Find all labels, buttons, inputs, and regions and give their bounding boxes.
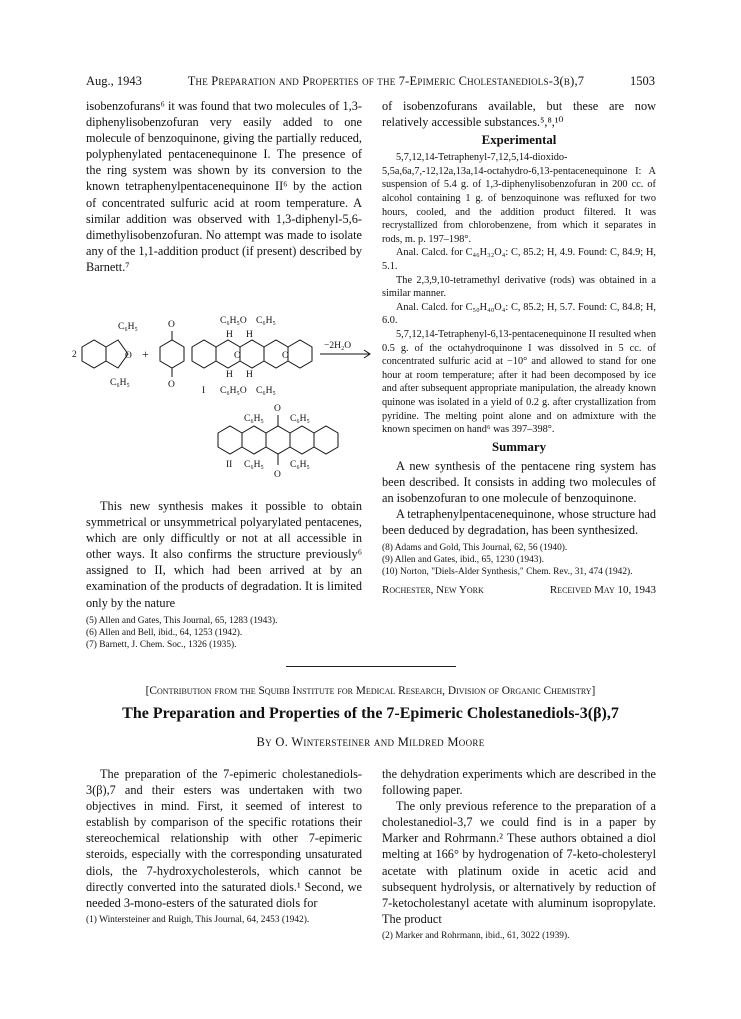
scheme-o-4: O — [234, 351, 241, 361]
footnote-2: (2) Marker and Rohrmann, ibid., 61, 3022 (1939). — [382, 930, 570, 941]
scheme-plus: + — [142, 347, 149, 361]
scheme-ph-5: C₆H₅ — [244, 414, 264, 424]
scheme-ph-8: C₆H₅ — [290, 460, 310, 470]
scheme-ph-6: C₆H₅ — [290, 414, 310, 424]
scheme-o-7: O — [274, 470, 281, 480]
article-left-column — [86, 766, 362, 926]
scheme-o-1: O — [125, 351, 132, 361]
header-title: The Preparation and Properties of the 7-Epimeric Cholestanediols-3(β),7 — [187, 74, 585, 88]
footnote-9: (9) Allen and Gates, ibid., 65, 1230 (1943). — [382, 555, 544, 566]
body-paragraph: The preparation of the 7-epimeric cholestanediols-3(β),7 and their esters was undertaken with two objectives in mind. First, it seemed of interest to establish by comparison of the specific rotations their stereochemical relationship with other 7-epimeric steroids, especially with the corresponding unsaturated diols, the 7-hydroxycholesterols, which cannot be directly converted into the saturated diols.¹ Second, we needed 3-mono-esters of the saturated diols for — [86, 767, 362, 910]
scheme-ph-3: C₆H₅ — [256, 316, 276, 326]
body-paragraph: the dehydration experiments which are described in the following paper. — [382, 767, 656, 798]
received-date: Received May 10, 1943 — [549, 584, 656, 597]
summary-paragraph: A new synthesis of the pentacene ring system has been described. It consists in adding two molecules of an isobenzofuran to one molecule of benzoquinone. — [382, 458, 656, 506]
reaction-scheme — [70, 305, 388, 489]
footnote-5: (5) Allen and Gates, This Journal, 65, 1283 (1943). — [86, 615, 278, 626]
scheme-label-I: I — [202, 386, 206, 396]
experimental-heading: Experimental — [481, 133, 557, 148]
summary-heading: Summary — [491, 439, 547, 454]
scheme-coefficient: 2 — [72, 350, 77, 360]
analysis-line: Anal. Calcd. for C₄₆H₃₂O₄: C, 85.2; H, 4.9. Found: C, 84.9; H, 5.1. — [382, 247, 656, 273]
header-page-number: 1503 — [630, 74, 655, 88]
scheme-arrow-label: −2H₂O — [324, 341, 352, 351]
footnote-8: (8) Adams and Gold, This Journal, 62, 56 (1940). — [382, 543, 568, 554]
scheme-ph-1: C₆H₅ — [118, 322, 138, 332]
contribution-line: [Contribution from the Squibb Institute for Medical Research, Division of Organic Chemistry] — [145, 685, 596, 697]
running-head — [86, 74, 655, 89]
product-I-structure — [192, 340, 312, 368]
body-paragraph: of isobenzofurans available, but these are now relatively accessible substances.⁵,⁸,¹⁰ — [382, 99, 656, 130]
scheme-ph-2: C₆H₅ — [110, 378, 130, 388]
scheme-h-2: H — [246, 330, 253, 340]
section-divider — [286, 666, 456, 667]
scheme-h-4: H — [246, 370, 253, 380]
left-column-bottom — [86, 498, 362, 651]
footnote-7: (7) Barnett, J. Chem. Soc., 1326 (1935). — [86, 639, 237, 650]
footnote-1: (1) Wintersteiner and Ruigh, This Journal, 64, 2453 (1942). — [86, 914, 310, 925]
experimental-paragraph: 5,7,12,14-Tetraphenyl-6,13-pentacenequinone II resulted when 0.5 g. of the octahydroquinone I was dissolved in 5 cc. of concentrated sulfuric acid at −10° and allowed to stand for one hour at room temperature; after it had been decomposed by ice and after subsequent appropriate manipulation, the already known quinone was isolated in a yield of 0.2 g. after crystallization from pyridine. The melting point alone and on admixture with the known specimen on hand⁶ was 397–398°. — [382, 329, 656, 436]
footnote-6: (6) Allen and Bell, ibid., 64, 1253 (1942). — [86, 627, 243, 638]
body-paragraph: isobenzofurans⁶ it was found that two molecules of 1,3-diphenylisobenzofuran very easily added to one molecule of benzoquinone, giving the partially reduced, polyphenylated pentacenequinone I. The presence of the ring system was shown by its conversion to the known tetraphenylpentacenequinone II⁶ by the action of concentrated sulfuric acid at room temperature. A similar addition was observed with 1,3-diphenyl-5,6-dimethylisobenzofuran. No attempt was made to isolate any of the 1,1-addition product (if present) described by Barnett.⁷ — [86, 99, 362, 274]
scheme-label-II: II — [226, 460, 233, 470]
scheme-h-3: H — [226, 370, 233, 380]
scheme-h-1: H — [226, 330, 233, 340]
scheme-o-3: O — [168, 380, 175, 390]
scheme-ph-o-2: C₆H₅O — [220, 386, 247, 396]
analysis-line: Anal. Calcd. for C₅₀H₄₀O₄: C, 85.2; H, 5.7. Found: C, 84.8; H, 6.0. — [382, 301, 656, 327]
experimental-paragraph: The 2,3,9,10-tetramethyl derivative (rods) was obtained in a similar manner. — [382, 274, 656, 300]
isobenzofuran-structure — [82, 340, 128, 368]
scheme-ph-o-1: C₆H₅O — [220, 316, 247, 326]
right-column — [382, 98, 656, 598]
footnote-10: (10) Norton, "Diels-Alder Synthesis," Chem. Rev., 31, 474 (1942). — [382, 567, 633, 578]
affiliation-line — [382, 582, 656, 598]
scheme-o-6: O — [274, 404, 281, 414]
scheme-o-5: O — [282, 351, 289, 361]
article-right-column — [382, 766, 656, 942]
location: Rochester, New York — [382, 584, 484, 597]
left-column-top — [86, 98, 362, 275]
product-II-structure — [218, 415, 338, 465]
article-authors: By O. Wintersteiner and Mildred Moore — [256, 735, 485, 749]
article-title: The Preparation and Properties of the 7-Epimeric Cholestanediols-3(β),7 — [122, 705, 619, 722]
header-date: Aug., 1943 — [86, 74, 142, 88]
experimental-paragraph: 5,7,12,14-Tetraphenyl-7,12,5,14-dioxido-5,5a,6a,7,-12,12a,13a,14-octahydro-6,13-pentacenequinone I: A suspension of 5.4 g. of 1,3-diphenylisobenzofuran in 200 cc. of alcohol containing 1 g. of benzoquinone was refluxed for two hours, cooled, and the addition product filtered. It was recrystallized from chlorobenzene, from which it separates in rods, m. p. 197–198°. — [382, 152, 656, 245]
scheme-ph-7: C₆H₅ — [244, 460, 264, 470]
scheme-ph-4: C₆H₅ — [256, 386, 276, 396]
body-paragraph: This new synthesis makes it possible to obtain symmetrical or unsymmetrical polyarylated pentacenes, which are only difficultly or not at all accessible in other ways. It also confirms the structure previously⁶ assigned to II, which had been arrived at by an examination of the products of degradation. It is limited only by the nature — [86, 499, 362, 610]
benzoquinone-structure — [160, 331, 184, 377]
summary-paragraph: A tetraphenylpentacenequinone, whose structure had been deduced by degradation, has been synthesized. — [382, 507, 656, 538]
scheme-o-2: O — [168, 320, 175, 330]
body-paragraph: The only previous reference to the preparation of a cholestanediol-3,7 we could find is in a paper by Marker and Rohrmann.² These authors obtained a diol melting at 166° by hydrogenation of 7-keto-cholesteryl acetate with platinum oxide in acetic acid and subsequent hydrolysis, or alternatively by reduction of 7-ketocholestanyl acetate with aluminum isopropylate. The product — [382, 799, 656, 926]
